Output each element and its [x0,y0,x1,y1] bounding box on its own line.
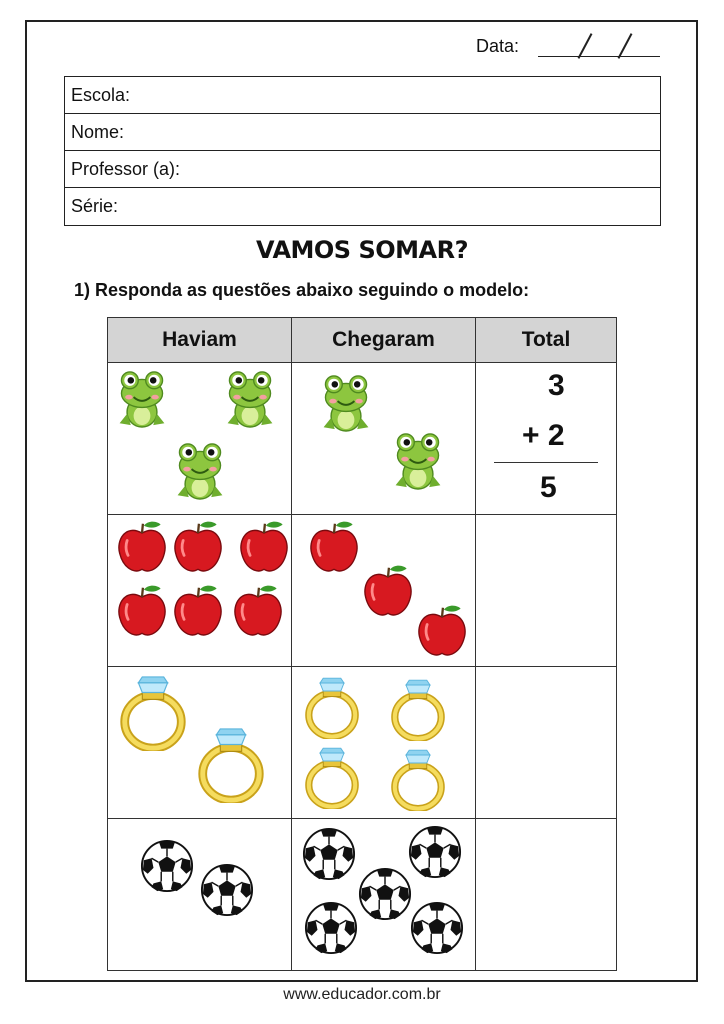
haviam-cell [108,363,292,515]
example-first-number: 3 [548,369,565,402]
total-cell[interactable] [476,515,617,667]
example-result: 5 [540,471,557,504]
soccer-ball-icon [358,867,412,921]
chegaram-cell [292,667,476,819]
soccer-ball-icon [408,825,462,879]
frog-icon [318,373,374,433]
date-label: Data: [476,36,520,56]
ring-icon [118,673,188,751]
apple-icon [172,519,224,575]
ring-icon [304,745,360,809]
column-header-haviam: Haviam [108,318,292,363]
apple-icon [116,583,168,639]
teacher-field[interactable]: Professor (a): [65,151,660,188]
chegaram-cell [292,819,476,971]
apple-icon [238,519,290,575]
chegaram-cell [292,515,476,667]
soccer-ball-icon [410,901,464,955]
soccer-ball-icon [200,863,254,917]
table-row [108,363,617,515]
name-field[interactable]: Nome: [65,114,660,151]
soccer-ball-icon [140,839,194,893]
apple-icon [116,519,168,575]
worksheet-title: VAMOS SOMAR? [256,236,468,264]
haviam-cell [108,819,292,971]
school-field[interactable]: Escola: [65,77,660,114]
frog-icon [222,369,278,429]
addition-table [107,317,617,971]
apple-icon [308,519,360,575]
date-field[interactable] [538,56,660,57]
apple-icon [232,583,284,639]
total-cell-example [476,363,617,515]
instruction-text: 1) Responda as questões abaixo seguindo o modelo: [74,280,530,300]
apple-icon [362,563,414,619]
student-info-box [64,76,661,226]
apple-icon [416,603,468,659]
ring-icon [390,747,446,811]
table-row [108,667,617,819]
column-header-total: Total [476,318,617,363]
grade-field[interactable]: Série: [71,196,119,216]
total-cell[interactable] [476,819,617,971]
chegaram-cell [292,363,476,515]
column-header-chegaram: Chegaram [292,318,476,363]
table-row [108,819,617,971]
sum-line [494,462,598,463]
example-addend: + 2 [522,419,565,452]
table-header-row [108,318,617,363]
ring-icon [196,725,266,803]
total-cell[interactable] [476,667,617,819]
ring-icon [304,675,360,739]
frog-icon [172,441,228,501]
ring-icon [390,677,446,741]
apple-icon [172,583,224,639]
soccer-ball-icon [302,827,356,881]
frog-icon [114,369,170,429]
frog-icon [390,431,446,491]
footer-url[interactable]: www.educador.com.br [283,986,441,1003]
soccer-ball-icon [304,901,358,955]
haviam-cell [108,515,292,667]
table-row [108,515,617,667]
haviam-cell [108,667,292,819]
